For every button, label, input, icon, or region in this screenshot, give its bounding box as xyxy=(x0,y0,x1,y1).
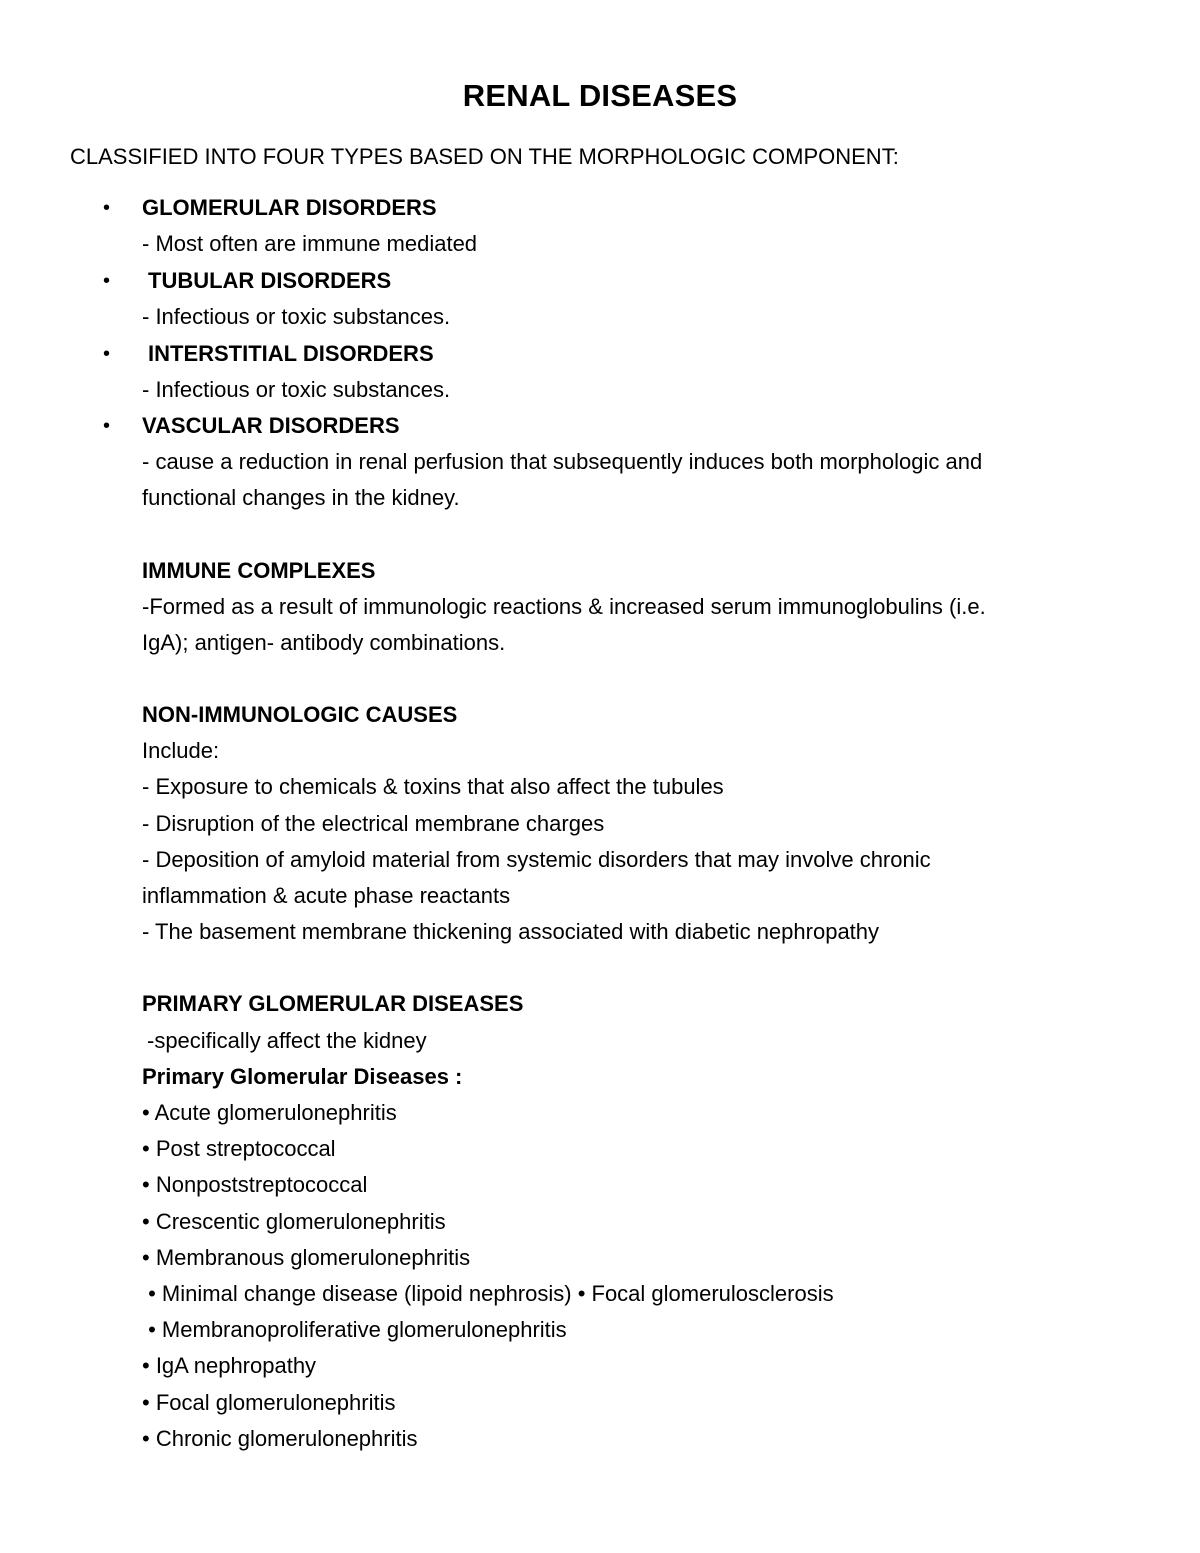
type-heading-vascular: VASCULAR DISORDERS xyxy=(142,413,400,438)
bullet-glyph: • xyxy=(103,343,111,365)
list-item: • IgA nephropathy xyxy=(142,1353,317,1378)
list-item: • Chronic glomerulonephritis xyxy=(142,1426,418,1451)
list-item: • Minimal change disease (lipoid nephrosis) • Focal glomerulosclerosis xyxy=(142,1281,834,1306)
immune-text-1: -Formed as a result of immunologic reactions & increased serum immunoglobulins (i.e. xyxy=(142,594,986,619)
non-immuno-item: inflammation & acute phase reactants xyxy=(142,883,511,908)
type-heading-interstitial: INTERSTITIAL DISORDERS xyxy=(148,341,434,366)
primary-subheading: Primary Glomerular Diseases : xyxy=(142,1064,463,1089)
non-immuno-heading: NON-IMMUNOLOGIC CAUSES xyxy=(142,702,458,727)
list-item: • Focal glomerulonephritis xyxy=(142,1390,396,1415)
non-immuno-item: - Exposure to chemicals & toxins that also affect the tubules xyxy=(142,774,724,799)
bullet-glyph: • xyxy=(103,197,111,219)
bullet-glyph: • xyxy=(103,415,111,437)
list-item: • Membranous glomerulonephritis xyxy=(142,1245,471,1270)
type-desc-glomerular: - Most often are immune mediated xyxy=(142,231,478,256)
list-item: • Nonpoststreptococcal xyxy=(142,1172,368,1197)
list-item: • Membranoproliferative glomerulonephritis xyxy=(142,1317,567,1342)
type-desc-vascular-2: functional changes in the kidney. xyxy=(142,485,460,510)
type-heading-tubular: TUBULAR DISORDERS xyxy=(148,268,392,293)
non-immuno-item: - Disruption of the electrical membrane charges xyxy=(142,811,605,836)
non-immuno-item: - Deposition of amyloid material from systemic disorders that may involve chronic xyxy=(142,847,931,872)
list-item: • Post streptococcal xyxy=(142,1136,336,1161)
type-heading-glomerular: GLOMERULAR DISORDERS xyxy=(142,195,437,220)
non-immuno-item: - The basement membrane thickening associated with diabetic nephropathy xyxy=(142,919,880,944)
page-title: RENAL DISEASES xyxy=(462,78,738,113)
non-immuno-include: Include: xyxy=(142,738,220,763)
type-desc-interstitial: - Infectious or toxic substances. xyxy=(142,377,451,402)
immune-text-2: IgA); antigen- antibody combinations. xyxy=(142,630,506,655)
immune-heading: IMMUNE COMPLEXES xyxy=(142,558,376,583)
primary-desc: -specifically affect the kidney xyxy=(147,1028,427,1053)
list-item: • Acute glomerulonephritis xyxy=(142,1100,397,1125)
type-desc-vascular-1: - cause a reduction in renal perfusion that subsequently induces both morphologic and xyxy=(142,449,983,474)
primary-heading: PRIMARY GLOMERULAR DISEASES xyxy=(142,991,524,1016)
type-desc-tubular: - Infectious or toxic substances. xyxy=(142,304,451,329)
list-item: • Crescentic glomerulonephritis xyxy=(142,1209,446,1234)
bullet-glyph: • xyxy=(103,270,111,292)
intro-text: CLASSIFIED INTO FOUR TYPES BASED ON THE MORPHOLOGIC COMPONENT: xyxy=(70,144,899,169)
